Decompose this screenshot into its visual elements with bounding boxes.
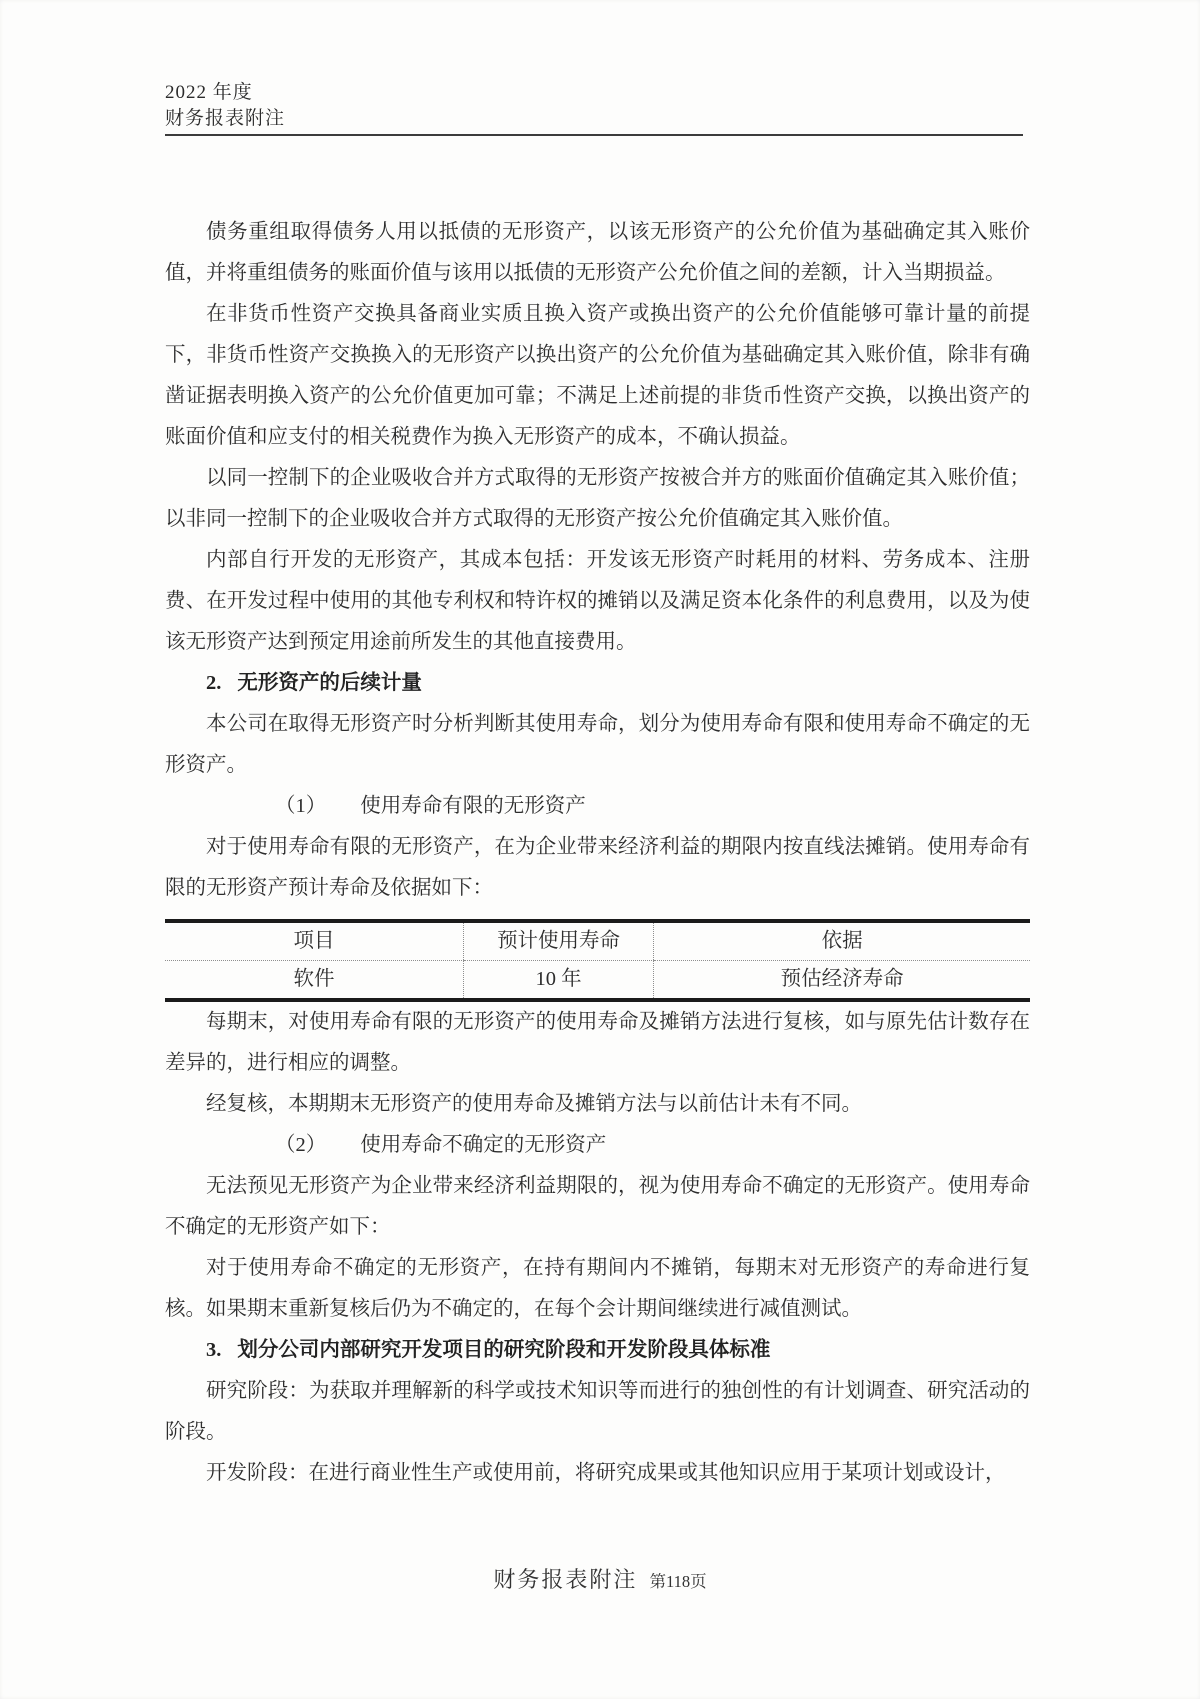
header-divider bbox=[165, 134, 1023, 136]
paragraph: 每期末，对使用寿命有限的无形资产的使用寿命及摊销方法进行复核，如与原先估计数存在差异的，进行相应的调整。 bbox=[165, 1011, 1030, 1074]
table-cell: 10 年 bbox=[463, 961, 653, 1001]
section-heading bbox=[165, 1330, 1030, 1371]
paragraph: 以同一控制下的企业吸收合并方式取得的无形资产按被合并方的账面价值确定其入账价值；以非同一控制下的企业吸收合并方式取得的无形资产按公允价值确定其入账价值。 bbox=[165, 467, 1030, 530]
section-title: 无形资产的后续计量 bbox=[237, 672, 422, 694]
section-title: 划分公司内部研究开发项目的研究阶段和开发阶段具体标准 bbox=[237, 1339, 771, 1361]
section-number: 2. bbox=[206, 672, 222, 694]
footer-title: 财务报表附注 bbox=[493, 1567, 638, 1592]
paragraph: 开发阶段：在进行商业性生产或使用前，将研究成果或其他知识应用于某项计划或设计， bbox=[206, 1462, 1006, 1484]
page-number: 第118页 bbox=[649, 1572, 707, 1591]
table-header-row bbox=[165, 921, 1030, 961]
useful-life-table bbox=[165, 919, 1030, 1002]
table-header-cell: 项目 bbox=[165, 921, 463, 961]
table-cell: 软件 bbox=[293, 968, 335, 990]
section-number: 3. bbox=[206, 1339, 222, 1361]
page-header bbox=[165, 80, 285, 132]
paragraph: 无法预见无形资产为企业带来经济利益期限的，视为使用寿命不确定的无形资产。使用寿命不确定的无形资产如下： bbox=[165, 1175, 1030, 1238]
table-header-cell: 预计使用寿命 bbox=[463, 921, 653, 961]
paragraph: 对于使用寿命有限的无形资产，在为企业带来经济利益的期限内按直线法摊销。使用寿命有限的无形资产预计寿命及依据如下： bbox=[165, 836, 1030, 899]
table-cell: 预估经济寿命 bbox=[654, 961, 1030, 1001]
paragraph: 内部自行开发的无形资产，其成本包括：开发该无形资产时耗用的材料、劳务成本、注册费、在开发过程中使用的其他专利权和特许权的摊销以及满足资本化条件的利息费用，以及为使该无形资产达到预定用途前所发生的其他直接费用。 bbox=[165, 549, 1030, 653]
paragraph: 本公司在取得无形资产时分析判断其使用寿命，划分为使用寿命有限和使用寿命不确定的无形资产。 bbox=[165, 713, 1030, 776]
sub-heading-title: 使用寿命有限的无形资产 bbox=[360, 795, 586, 817]
report-title: 财务报表附注 bbox=[165, 108, 286, 129]
paragraph: 债务重组取得债务人用以抵债的无形资产，以该无形资产的公允价值为基础确定其入账价值，并将重组债务的账面价值与该用以抵债的无形资产公允价值之间的差额，计入当期损益。 bbox=[165, 221, 1030, 284]
paragraph: 经复核，本期期末无形资产的使用寿命及摊销方法与以前估计未有不同。 bbox=[206, 1093, 862, 1115]
paragraph: 在非货币性资产交换具备商业实质且换入资产或换出资产的公允价值能够可靠计量的前提下，非货币性资产交换换入的无形资产以换出资产的公允价值为基础确定其入账价值，除非有确凿证据表明换入资产的公允价值更加可靠；不满足上述前提的非货币性资产交换，以换出资产的账面价值和应支付的相关税费作为换入无形资产的成本，不确认损益。 bbox=[165, 303, 1030, 448]
table-row bbox=[165, 961, 1030, 1001]
sub-heading-number: （1） bbox=[275, 795, 327, 817]
paragraph: 研究阶段：为获取并理解新的科学或技术知识等而进行的独创性的有计划调查、研究活动的阶段。 bbox=[165, 1380, 1030, 1443]
document-body bbox=[165, 0, 1030, 1494]
report-year: 2022 年度 bbox=[165, 82, 253, 103]
sub-heading bbox=[165, 1125, 1030, 1166]
page-footer bbox=[0, 1563, 1200, 1594]
section-heading bbox=[165, 663, 1030, 704]
sub-heading bbox=[165, 786, 1030, 827]
table-header-cell: 依据 bbox=[654, 921, 1030, 961]
sub-heading-title: 使用寿命不确定的无形资产 bbox=[360, 1134, 607, 1156]
sub-heading-number: （2） bbox=[275, 1134, 327, 1156]
paragraph: 对于使用寿命不确定的无形资产，在持有期间内不摊销，每期末对无形资产的寿命进行复核。如果期末重新复核后仍为不确定的，在每个会计期间继续进行减值测试。 bbox=[165, 1257, 1030, 1320]
